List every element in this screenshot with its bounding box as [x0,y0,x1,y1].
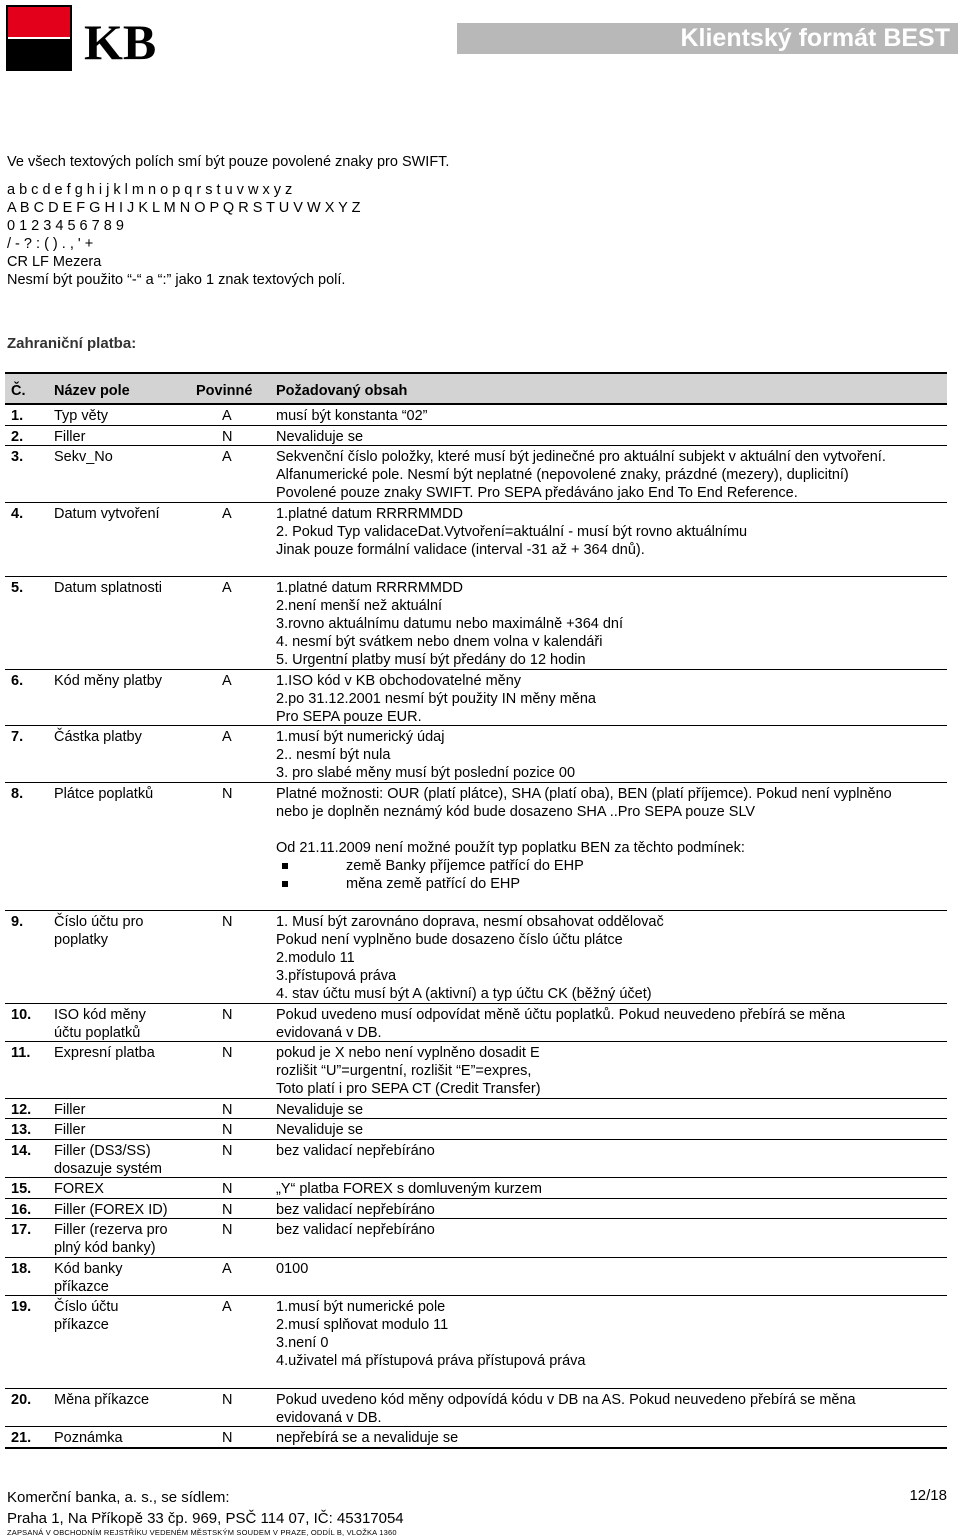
field-name-line: Poznámka [54,1430,123,1446]
required-content [276,672,946,726]
content-line: Alfanumerické pole. Nesmí být neplatné (nepovolené znaky, prázdné (mezery), duplicitní) [276,467,849,483]
content-line: Platné možnosti: OUR (platí plátce), SHA (platí oba), BEN (platí příjemce). Pokud není vyplněno [276,785,892,802]
row-number: 8. [11,785,24,802]
field-name [54,407,194,425]
content-line: pokud je X nebo není vyplněno dosadit E [276,1045,540,1061]
field-name-line: dosazuje systém [54,1160,162,1177]
field-name-line: Filler [54,428,86,445]
header-content: Požadovaný obsah [276,383,408,399]
required-flag: A [222,408,232,424]
intro-line [7,171,449,181]
content-line: 3. pro slabé měny musí být poslední pozice 00 [276,765,576,781]
content-line [276,821,946,839]
content-line: 2.modulo 11 [276,950,355,966]
content-line: rozlišit “U”=urgentní, rozlišit “E”=expres, [276,1063,532,1079]
content-line: 1. Musí být zarovnáno doprava, nesmí obsahovat oddělovač [276,914,664,930]
content-line: Nevaliduje se [276,1101,364,1118]
required-content [276,579,946,669]
required-content [276,1298,946,1388]
table-row [5,726,947,783]
required-flag: N [222,1006,233,1023]
intro-line: CR LF Mezera [7,254,102,270]
required-flag: N [222,914,233,930]
field-name-line: Datum splatnosti [54,580,162,596]
field-name [54,428,194,446]
required-flag: A [222,1299,232,1315]
document-title: Klientský formát BEST [680,24,950,52]
field-name [54,785,194,803]
table-row [5,1042,947,1099]
footer-company [7,1487,404,1529]
logo-text: KB [84,14,157,70]
required-flag: A [222,449,232,465]
field-name [54,505,194,523]
content-line: 3.není 0 [276,1335,329,1351]
intro-line: A B C D E F G H I J K L M N O P Q R S T U V W X Y Z [7,200,361,216]
required-content [276,1180,946,1198]
field-name [54,1101,194,1119]
content-line: 3.rovno aktuálnímu datumu nebo maximálně +364 dní [276,616,624,632]
table-row [5,670,947,727]
field-name [54,1391,194,1409]
footer-registry: ZAPSANÁ V OBCHODNÍM REJSTŘÍKU VEDENÉM MĚSTSKÝM SOUDEM V PRAZE, ODDÍL B, VLOŽKA 1360 [7,1528,397,1537]
content-line: 1.musí být numerické pole [276,1299,446,1315]
field-name [54,1429,194,1447]
field-name-line: Kód měny platby [54,672,163,689]
field-name-line: příkazce [54,1278,109,1295]
table-header-row [5,374,947,405]
required-flag: A [222,672,232,689]
field-name-line: Měna příkazce [54,1391,150,1408]
content-line: 0100 [276,1260,309,1277]
field-name [54,1298,194,1334]
field-name [54,913,194,949]
required-content [276,448,946,502]
table-row [5,911,947,1004]
content-line: Nevaliduje se [276,1122,364,1138]
intro-line: a b c d e f g h i j k l m n o p q r s t u v w x y z [7,182,293,198]
field-name [54,1221,194,1257]
row-number: 6. [11,672,24,689]
content-line [276,559,946,577]
row-number: 12. [11,1101,32,1118]
content-line: 5. Urgentní platby musí být předány do 12 hodin [276,652,586,668]
required-content [276,1044,946,1098]
field-name [54,1260,194,1296]
required-flag: N [222,1101,233,1118]
row-number: 4. [11,505,24,522]
content-line: musí být konstanta “02” [276,408,428,424]
field-name-line: Kód banky [54,1260,123,1277]
header-no: Č. [11,383,26,399]
table-row [5,1199,947,1220]
content-line: Toto platí i pro SEPA CT (Credit Transfer) [276,1081,541,1097]
table-row [5,1119,947,1140]
table-row [5,446,947,503]
row-number: 19. [11,1299,32,1315]
required-content [276,913,946,1003]
required-flag: A [222,729,232,745]
table-row [5,1389,947,1428]
content-line [276,1370,946,1388]
content-line: „Y“ platba FOREX s domluveným kurzem [276,1181,542,1197]
field-name-line: příkazce [54,1317,109,1333]
content-line: Pokud uvedeno musí odpovídat měně účtu poplatků. Pokud neuvedeno přebírá se měna [276,1006,846,1023]
table-row [5,1004,947,1043]
field-name-line: Částka platby [54,729,142,745]
required-content [276,1142,946,1160]
intro-line: Ve všech textových polích smí být pouze povolené znaky pro SWIFT. [7,154,450,170]
intro-line: 0 1 2 3 4 5 6 7 8 9 [7,218,124,234]
table-row [5,1427,947,1448]
content-line: 2.po 31.12.2001 nesmí být použity IN měny měna [276,690,596,707]
table-row [5,577,947,670]
field-name-line: Datum vytvoření [54,505,160,522]
field-name-line: FOREX [54,1181,104,1197]
row-number: 2. [11,428,24,445]
required-flag: N [222,1181,233,1197]
field-name-line: Plátce poplatků [54,785,154,802]
table-row [5,783,947,912]
required-content [276,1006,946,1042]
table-row [5,1258,947,1297]
content-line: Pokud uvedeno kód měny odpovídá kódu v DB na AS. Pokud neuvedeno přebírá se měna [276,1391,856,1408]
content-line: bez validací nepřebíráno [276,1201,435,1218]
field-name-line: Filler (DS3/SS) [54,1142,151,1159]
content-line: Pro SEPA pouze EUR. [276,708,422,725]
content-line: 3.přístupová práva [276,968,397,984]
content-line: evidovaná v DB. [276,1024,382,1041]
required-content [276,728,946,782]
required-content [276,1260,946,1278]
content-line: evidovaná v DB. [276,1409,382,1426]
field-name [54,1121,194,1139]
fields-table [5,372,947,1449]
footer-line2: Praha 1, Na Příkopě 33 čp. 969, PSČ 114 07, IČ: 45317054 [7,1510,404,1527]
field-name-line: poplatky [54,932,109,948]
required-flag: N [222,1222,233,1238]
table-row [5,1296,947,1389]
field-name-line: Filler (FOREX ID) [54,1201,168,1218]
content-line: 4.uživatel má přístupová práva přístupová práva [276,1353,586,1369]
table-row [5,405,947,426]
row-number: 18. [11,1260,32,1277]
header-required: Povinné [196,383,253,399]
content-line: 4. stav účtu musí být A (aktivní) a typ účtu CK (běžný účet) [276,986,652,1002]
footer-line1: Komerční banka, a. s., se sídlem: [7,1489,230,1506]
field-name [54,1201,194,1219]
row-number: 9. [11,914,24,930]
content-line: Nevaliduje se [276,428,364,445]
content-line: 2.. nesmí být nula [276,747,391,763]
row-number: 20. [11,1391,32,1408]
content-line: 1.ISO kód v KB obchodovatelné měny [276,672,522,689]
required-flag: N [222,1201,233,1218]
field-name [54,1180,194,1198]
field-name-line: Číslo účtu pro [54,914,144,930]
kb-logo [6,5,192,71]
field-name-line: plný kód banky) [54,1240,156,1256]
field-name [54,1006,194,1042]
content-line: 1.platné datum RRRRMMDD [276,505,463,522]
content-line: nebo je doplněn neznámý kód bude dosazeno SHA ..Pro SEPA pouze SLV [276,803,756,820]
required-flag: N [222,785,233,802]
required-content [276,407,946,425]
row-number: 3. [11,449,24,465]
header-bar [457,23,958,54]
field-name [54,579,194,597]
required-flag: N [222,1045,233,1061]
required-content [276,1221,946,1239]
field-name-line: Expresní platba [54,1045,155,1061]
table-row [5,503,947,578]
required-content [276,1101,946,1119]
field-name-line: Filler (rezerva pro [54,1222,168,1238]
row-number: 16. [11,1201,32,1218]
field-name [54,1142,194,1178]
field-name-line: Sekv_No [54,449,113,465]
row-number: 11. [11,1045,31,1061]
content-line: 2.není menší než aktuální [276,598,443,614]
required-content [276,428,946,446]
required-flag: A [222,580,232,596]
page-number: 12/18 [909,1487,947,1504]
required-flag: N [222,1142,233,1159]
required-flag: N [222,428,233,445]
row-number: 5. [11,580,24,596]
section-title: Zahraniční platba: [7,335,137,352]
content-line: Pokud není vyplněno bude dosazeno číslo účtu plátce [276,932,623,948]
content-line: nepřebírá se a nevaliduje se [276,1430,459,1446]
required-content [276,505,946,577]
field-name-line: Číslo účtu [54,1299,119,1315]
row-number: 15. [11,1181,32,1197]
row-number: 13. [11,1122,32,1138]
required-flag: A [222,1260,232,1277]
field-name [54,672,194,690]
table-row [5,1178,947,1199]
required-content [276,785,946,893]
field-name-line: ISO kód měny [54,1006,146,1023]
bullet-item: měna země patřící do EHP [276,875,946,893]
table-row [5,1219,947,1258]
table-row [5,426,947,447]
row-number: 1. [11,408,24,424]
content-line: Povolené pouze znaky SWIFT. Pro SEPA předáváno jako End To End Reference. [276,485,798,501]
required-content [276,1121,946,1139]
content-line: Sekvenční číslo položky, které musí být jedinečné pro aktuální subjekt v aktuální den vytvoření. [276,449,886,465]
row-number: 10. [11,1006,32,1023]
header-name: Název pole [54,383,130,399]
content-line: bez validací nepřebíráno [276,1142,435,1159]
required-flag: N [222,1430,233,1446]
field-name-line: Filler [54,1101,86,1118]
intro-line: Nesmí být použito “-“ a “:” jako 1 znak textových polí. [7,272,346,288]
required-flag: N [222,1391,233,1408]
field-name [54,448,194,466]
row-number: 7. [11,729,24,745]
required-flag: N [222,1122,233,1138]
field-name [54,728,194,746]
bullet-item: země Banky příjemce patřící do EHP [276,857,946,875]
field-name-line: Filler [54,1122,86,1138]
field-name-line: účtu poplatků [54,1024,141,1041]
field-name-line: Typ věty [54,408,108,424]
intro-line: / - ? : ( ) . , ' + [7,236,94,252]
required-content [276,1391,946,1427]
field-name [54,1044,194,1062]
content-line: 1.platné datum RRRRMMDD [276,580,463,596]
content-line: 4. nesmí být svátkem nebo dnem volna v kalendáři [276,634,603,650]
row-number: 21. [11,1430,32,1446]
required-content [276,1429,946,1447]
content-line: 2.musí splňovat modulo 11 [276,1317,449,1333]
content-line: Jinak pouze formální validace (interval -31 až + 364 dnů). [276,541,645,558]
content-line: Od 21.11.2009 není možné použít typ poplatku BEN za těchto podmínek: [276,839,745,856]
content-line: 2. Pokud Typ validaceDat.Vytvoření=aktuální - musí být rovno aktuálnímu [276,523,748,540]
table-row [5,1099,947,1120]
required-flag: A [222,505,232,522]
content-line: 1.musí být numerický údaj [276,729,445,745]
row-number: 14. [11,1142,32,1159]
content-line: bez validací nepřebíráno [276,1222,435,1238]
table-row [5,1140,947,1179]
intro-text [7,153,449,289]
row-number: 17. [11,1222,32,1238]
required-content [276,1201,946,1219]
